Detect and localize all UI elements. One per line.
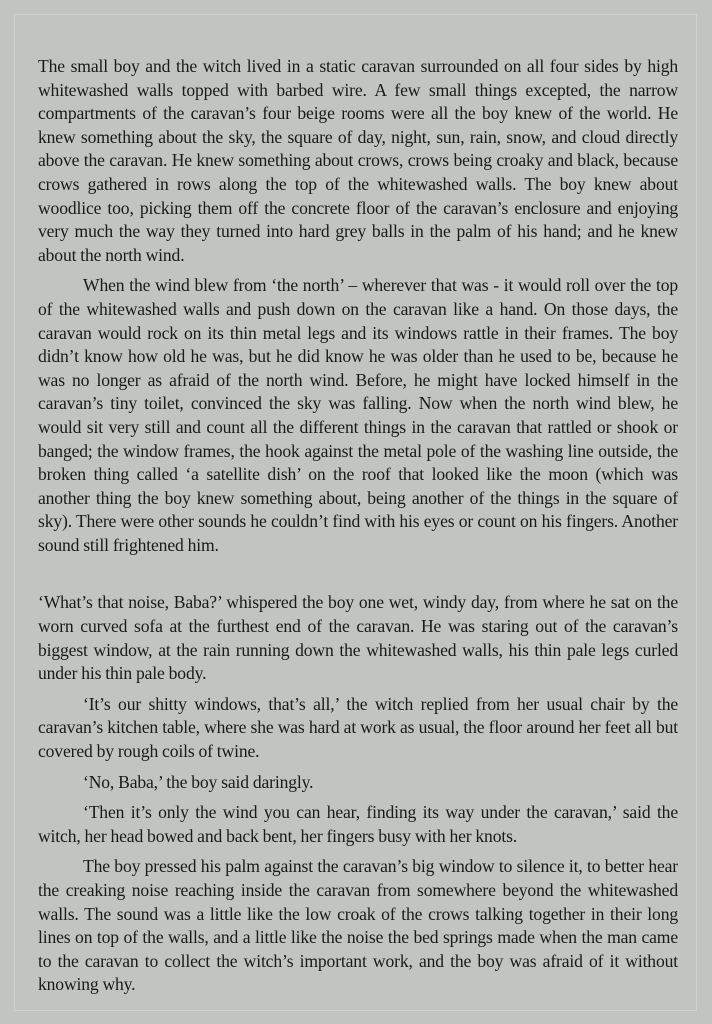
section-two: [38, 591, 678, 997]
paragraph: ‘What’s that noise, Baba?’ whispered the boy one wet, windy day, from where he sat on the worn curved sofa at the furthest end of the caravan. He was staring out of the caravan’s biggest window, at the rain running down the whitewashed walls, his thin pale legs curled under his thin pale body.: [38, 592, 678, 684]
paragraph: ‘It’s our shitty windows, that’s all,’ the witch replied from her usual chair by the caravan’s kitchen table, where she was hard at work as usual, the floor around her feet all but covered by rough coils of twine.: [38, 693, 678, 762]
paragraph: ‘Then it’s only the wind you can hear, finding its way under the caravan,’ said the witch, her head bowed and back bent, her fingers busy with her knots.: [38, 802, 678, 846]
paragraph: ‘No, Baba,’ the boy said daringly.: [83, 771, 314, 792]
section-break: [38, 557, 678, 591]
paragraph: When the wind blew from ‘the north’ – wherever that was - it would roll over the top of the whitewashed walls and push down on the caravan like a hand. On those days, the caravan would rock on its thin metal legs and its windows rattle in their frames. The boy didn’t know how old he was, but he did know he was older than he used to be, because he was no longer as afraid of the north wind. Before, he might have locked himself in the caravan’s tiny toilet, convinced the sky was falling. Now when the north wind blew, he would sit very still and count all the different things in the caravan that rattled or shook or banged; the window frames, the hook against the metal pole of the washing line outside, the broken thing called ‘a satellite dish’ on the roof that looked like the moon (which was another thing the boy knew something about, being another of the things in the square of sky). There were other sounds he couldn’t find with his eyes or count on his fingers. Another sound still frightened him.: [38, 275, 678, 555]
paragraph: The small boy and the witch lived in a static caravan surrounded on all four sides by high whitewashed walls topped with barbed wire. A few small things excepted, the narrow compartments of the caravan’s four beige rooms were all the boy knew of the world. He knew something about the sky, the square of day, night, sun, rain, snow, and cloud directly above the caravan. He knew something about crows, crows being croaky and black, because crows gathered in rows along the top of the whitewashed walls. The boy knew about woodlice too, picking them off the concrete floor of the caravan’s enclosure and enjoying very much the way they turned into hard grey balls in the palm of his hand; and he knew about the north wind.: [38, 56, 678, 265]
document-body: [38, 55, 678, 1004]
section-one: [38, 55, 678, 557]
paragraph: The boy pressed his palm against the caravan’s big window to silence it, to better hear the creaking noise reaching inside the caravan from somewhere beyond the whitewashed walls. The sound was a little like the low croak of the crows talking together in their long lines on top of the walls, and a little like the noise the bed springs made when the man came to the caravan to collect the witch’s important work, and the boy was afraid of it without knowing why.: [38, 856, 678, 995]
